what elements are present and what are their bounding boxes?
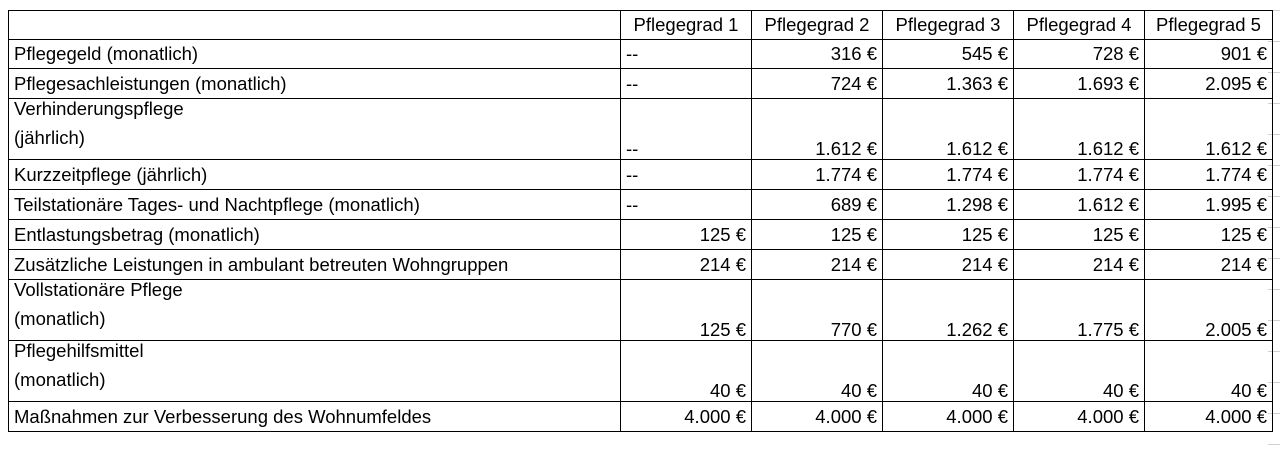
row-label: Pflegegeld (monatlich) xyxy=(14,43,199,64)
header-cell[interactable]: Pflegegrad 1 xyxy=(621,11,752,40)
value-cell[interactable]: 125 € xyxy=(883,220,1014,250)
row-label-cell[interactable] xyxy=(9,160,621,190)
value-cell[interactable]: 1.774 € xyxy=(752,160,883,190)
value-cell[interactable]: 2.005 € xyxy=(1145,280,1273,341)
value-cell[interactable]: 1.612 € xyxy=(883,99,1014,160)
row-label-second-line: (jährlich) xyxy=(14,127,85,148)
table-row xyxy=(9,190,1273,220)
table-row xyxy=(9,341,1273,402)
header-row xyxy=(9,11,1273,40)
table-row xyxy=(9,402,1273,432)
row-label-cell[interactable] xyxy=(9,341,621,402)
table-row xyxy=(9,280,1273,341)
value-cell[interactable]: 728 € xyxy=(1014,40,1145,69)
table-row xyxy=(9,40,1273,69)
row-label-cell[interactable] xyxy=(9,190,621,220)
row-label: Pflegehilfsmittel xyxy=(14,340,144,361)
value-cell[interactable]: 40 € xyxy=(883,341,1014,402)
value-cell[interactable]: 4.000 € xyxy=(883,402,1014,432)
value-cell[interactable]: 214 € xyxy=(621,250,752,280)
value-cell[interactable]: 125 € xyxy=(621,220,752,250)
value-cell[interactable]: 1.995 € xyxy=(1145,190,1273,220)
value-cell[interactable]: 214 € xyxy=(883,250,1014,280)
row-label-cell[interactable] xyxy=(9,402,621,432)
row-label: Entlastungsbetrag (monatlich) xyxy=(14,223,260,245)
value-cell[interactable]: 1.774 € xyxy=(1145,160,1273,190)
value-cell[interactable]: 1.774 € xyxy=(883,160,1014,190)
row-label: Pflegesachleistungen (monatlich) xyxy=(14,72,287,94)
value-cell[interactable]: -- xyxy=(621,40,752,69)
value-cell[interactable]: 125 € xyxy=(1145,220,1273,250)
value-cell[interactable]: 214 € xyxy=(1014,250,1145,280)
value-cell[interactable]: 2.095 € xyxy=(1145,69,1273,99)
table-row xyxy=(9,220,1273,250)
row-label: Vollstationäre Pflege xyxy=(14,279,183,300)
value-cell[interactable]: 545 € xyxy=(883,40,1014,69)
row-label-cell[interactable] xyxy=(9,69,621,99)
value-cell[interactable]: 214 € xyxy=(1145,250,1273,280)
table-row xyxy=(9,250,1273,280)
row-label: Teilstationäre Tages- und Nachtpflege (monatlich) xyxy=(14,193,420,215)
table-row xyxy=(9,99,1273,160)
value-cell[interactable]: 40 € xyxy=(752,341,883,402)
row-label-second-line: (monatlich) xyxy=(14,308,106,329)
value-cell[interactable]: 724 € xyxy=(752,69,883,99)
header-cell[interactable]: Pflegegrad 5 xyxy=(1145,11,1273,40)
value-cell[interactable]: 770 € xyxy=(752,280,883,341)
header-empty-cell[interactable] xyxy=(9,11,621,40)
row-label-cell[interactable] xyxy=(9,220,621,250)
value-cell[interactable]: 40 € xyxy=(621,341,752,402)
value-cell[interactable]: 1.612 € xyxy=(752,99,883,160)
value-cell[interactable]: 1.363 € xyxy=(883,69,1014,99)
row-label-second-line: (monatlich) xyxy=(14,369,106,390)
row-label-cell[interactable] xyxy=(9,99,621,160)
value-cell[interactable]: 1.262 € xyxy=(883,280,1014,341)
value-cell[interactable]: 125 € xyxy=(752,220,883,250)
table-row xyxy=(9,69,1273,99)
value-cell[interactable]: 1.612 € xyxy=(1014,99,1145,160)
row-label-cell[interactable] xyxy=(9,40,621,69)
value-cell[interactable]: 40 € xyxy=(1145,341,1273,402)
value-cell[interactable]: 1.298 € xyxy=(883,190,1014,220)
value-cell[interactable]: -- xyxy=(621,99,752,160)
row-label: Maßnahmen zur Verbesserung des Wohnumfeldes xyxy=(14,405,432,427)
value-cell[interactable]: 1.612 € xyxy=(1145,99,1273,160)
value-cell[interactable]: 40 € xyxy=(1014,341,1145,402)
value-cell[interactable]: 1.693 € xyxy=(1014,69,1145,99)
value-cell[interactable]: -- xyxy=(621,69,752,99)
value-cell[interactable]: 4.000 € xyxy=(752,402,883,432)
value-cell[interactable]: -- xyxy=(621,190,752,220)
value-cell[interactable]: 316 € xyxy=(752,40,883,69)
value-cell[interactable]: -- xyxy=(621,160,752,190)
row-label: Verhinderungspflege xyxy=(14,98,184,119)
header-cell[interactable]: Pflegegrad 2 xyxy=(752,11,883,40)
value-cell[interactable]: 1.774 € xyxy=(1014,160,1145,190)
header-cell[interactable]: Pflegegrad 3 xyxy=(883,11,1014,40)
value-cell[interactable]: 689 € xyxy=(752,190,883,220)
value-cell[interactable]: 4.000 € xyxy=(621,402,752,432)
pflegegrad-table xyxy=(8,10,1273,432)
row-label: Zusätzliche Leistungen in ambulant betreuten Wohngruppen xyxy=(14,253,509,275)
value-cell[interactable]: 214 € xyxy=(752,250,883,280)
value-cell[interactable]: 4.000 € xyxy=(1014,402,1145,432)
value-cell[interactable]: 4.000 € xyxy=(1145,402,1273,432)
table-row xyxy=(9,160,1273,190)
value-cell[interactable]: 125 € xyxy=(621,280,752,341)
row-label-cell[interactable] xyxy=(9,280,621,341)
value-cell[interactable]: 901 € xyxy=(1145,40,1273,69)
value-cell[interactable]: 1.775 € xyxy=(1014,280,1145,341)
value-cell[interactable]: 1.612 € xyxy=(1014,190,1145,220)
header-cell[interactable]: Pflegegrad 4 xyxy=(1014,11,1145,40)
row-label: Kurzzeitpflege (jährlich) xyxy=(14,163,208,185)
row-label-cell[interactable] xyxy=(9,250,621,280)
value-cell[interactable]: 125 € xyxy=(1014,220,1145,250)
